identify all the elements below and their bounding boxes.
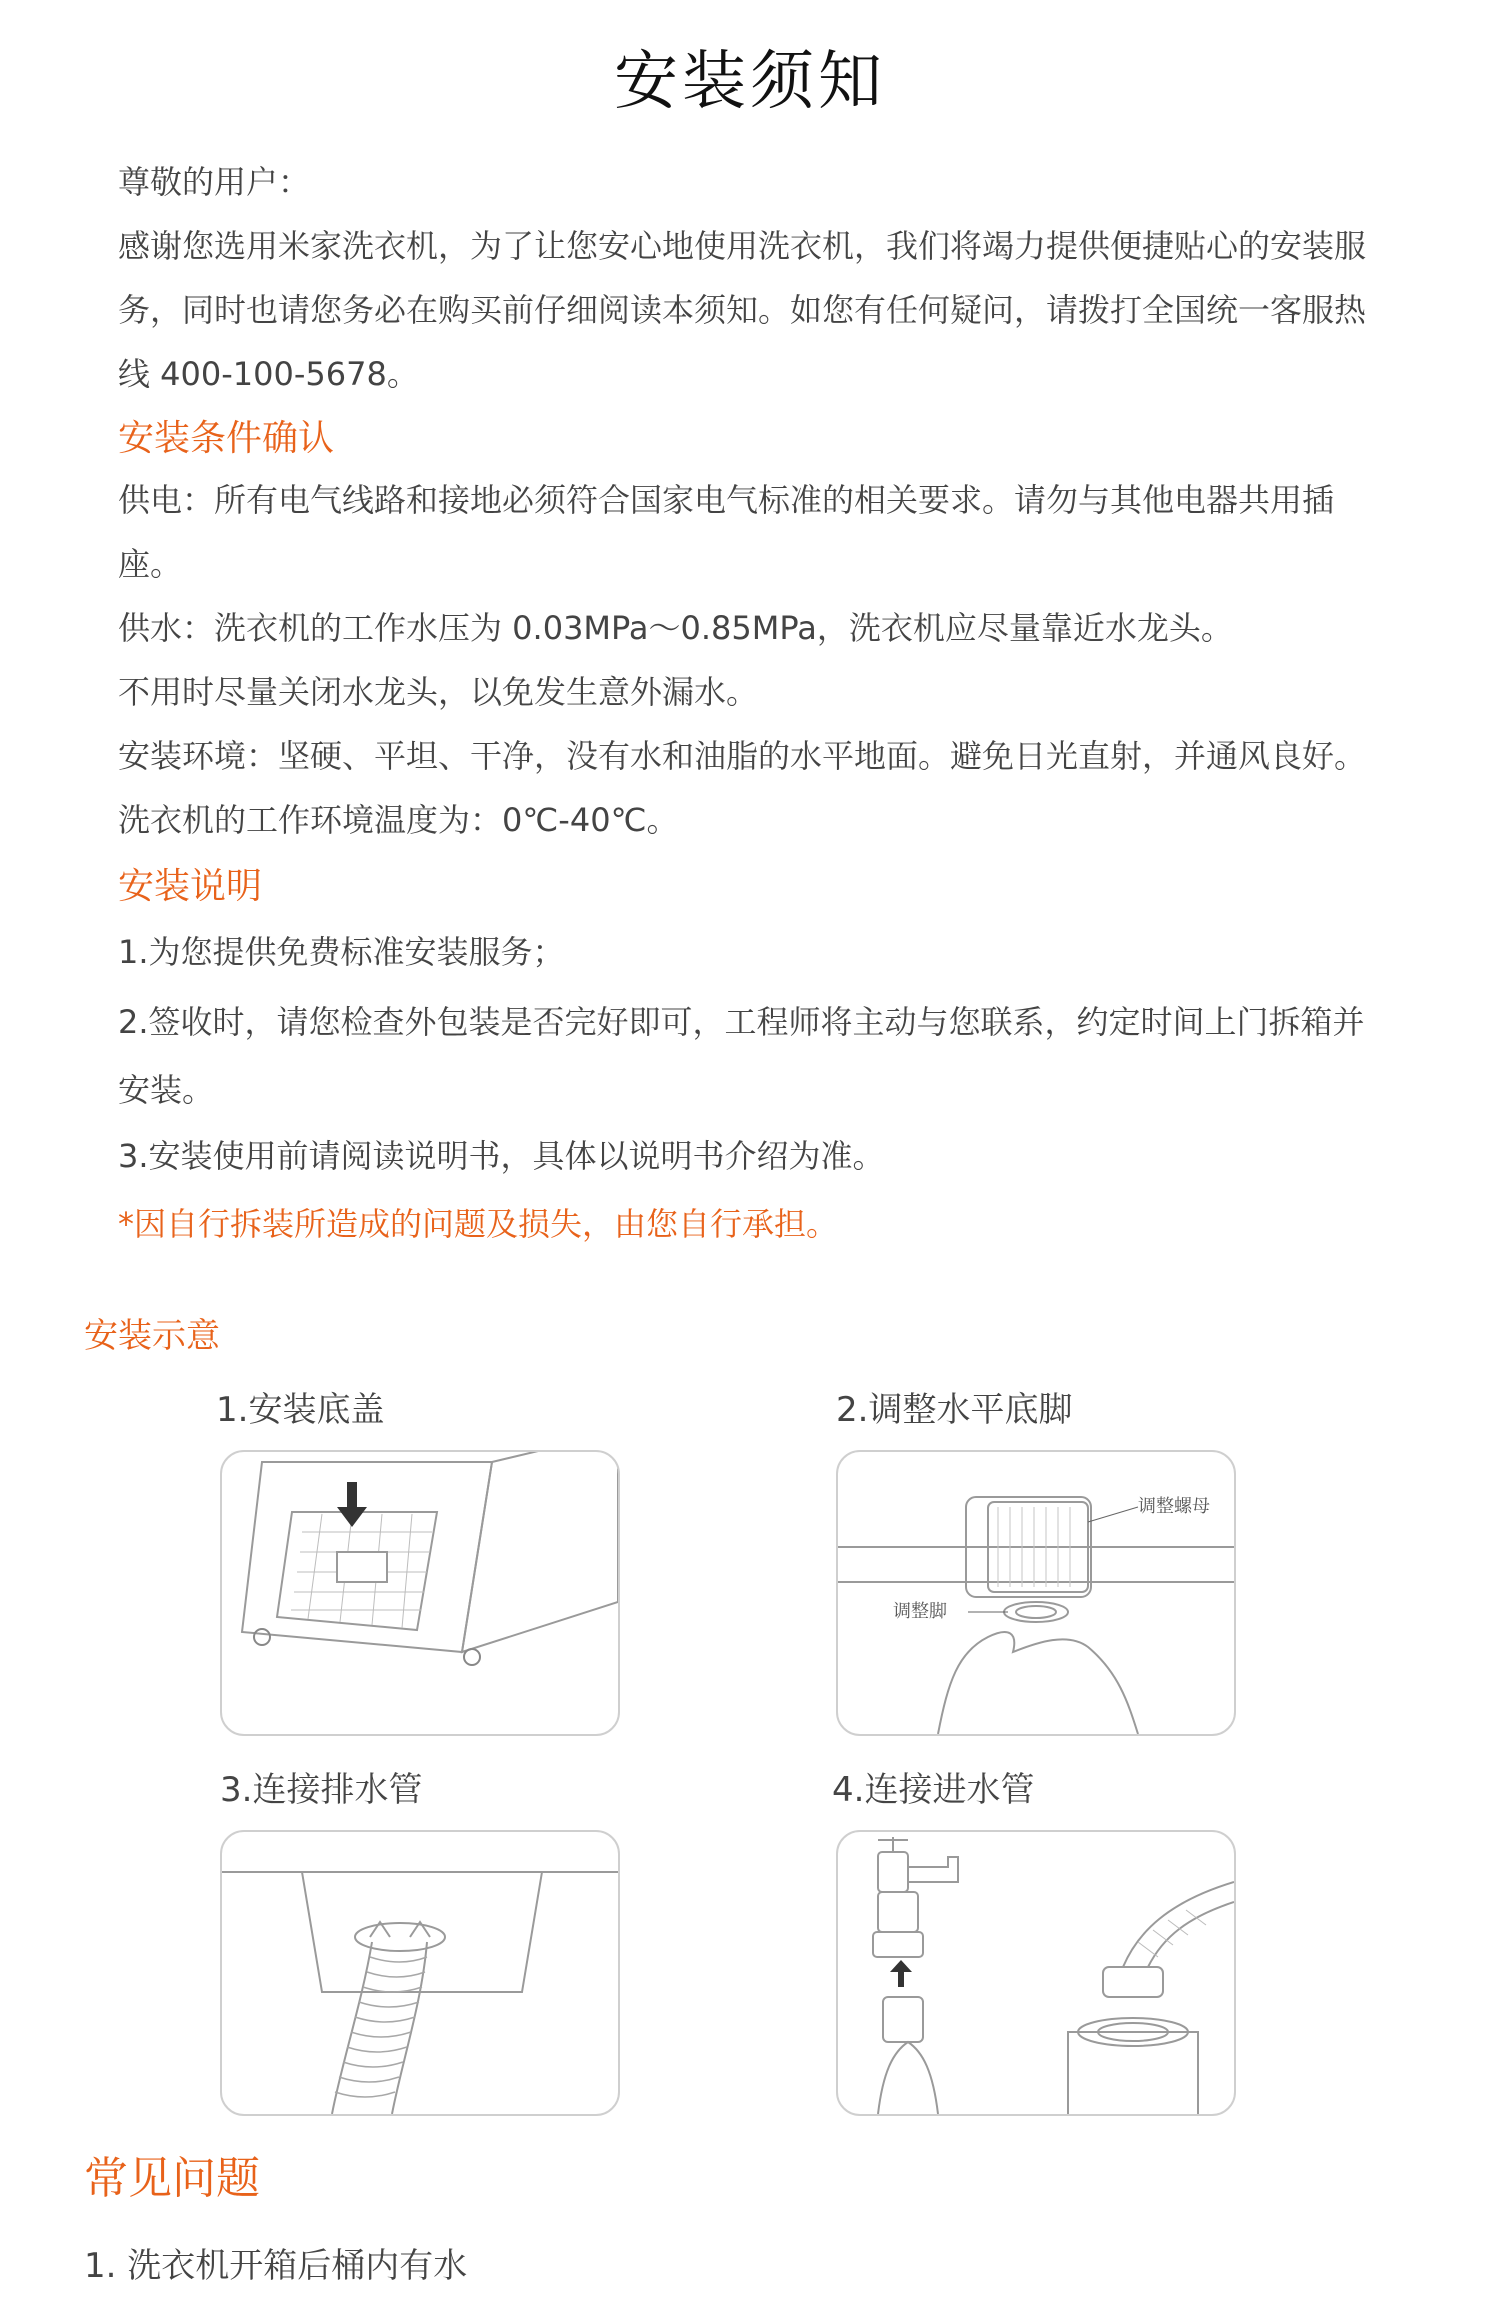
instruction-item-3: 3.安装使用前请阅读说明书，具体以说明书介绍为准。 — [118, 1137, 885, 1175]
instruction-item-1: 1.为您提供免费标准安装服务； — [118, 933, 565, 971]
faq-heading: 常见问题 — [84, 2153, 260, 2204]
water-text: 供水：洗衣机的工作水压为 0.03MPa～0.85MPa，洗衣机应尽量靠近水龙头。 — [118, 609, 1233, 647]
step-1-label: 1.安装底盖 — [216, 1390, 385, 1430]
faq-item-1[interactable]: 1. 洗衣机开箱后桶内有水 — [84, 2246, 468, 2286]
callout-foot-label: 调整脚 — [893, 1601, 947, 1622]
water-note: 不用时尽量关闭水龙头，以免发生意外漏水。 — [118, 673, 759, 711]
page-title: 安装须知 — [614, 45, 886, 119]
step-3-illustration — [220, 1830, 620, 2116]
step-2-label: 2.调整水平底脚 — [836, 1390, 1073, 1430]
step-3-label: 3.连接排水管 — [220, 1770, 423, 1810]
conditions-heading: 安装条件确认 — [118, 418, 335, 459]
instruction-item-2: 2.签收时，请您检查外包装是否完好即可，工程师将主动与您联系，约定时间上门拆箱并安装。 — [118, 1003, 1365, 1109]
greeting: 尊敬的用户： — [118, 163, 311, 201]
step-4-illustration — [836, 1830, 1236, 2116]
step-2-illustration — [836, 1450, 1236, 1736]
step-4-label: 4.连接进水管 — [832, 1770, 1035, 1810]
instructions-heading: 安装说明 — [118, 866, 263, 907]
environment-text: 安装环境：坚硬、平坦、干净，没有水和油脂的水平地面。避免日光直射，并通风良好。洗衣机的工作环境温度为：0℃-40℃。 — [118, 737, 1367, 839]
step-1-illustration — [220, 1450, 620, 1736]
callout-nut-label: 调整螺母 — [1138, 1496, 1210, 1517]
power-text: 供电：所有电气线路和接地必须符合国家电气标准的相关要求。请勿与其他电器共用插座。 — [118, 481, 1335, 583]
warning-text: *因自行拆装所造成的问题及损失，由您自行承担。 — [118, 1205, 839, 1243]
intro-text: 感谢您选用米家洗衣机，为了让您安心地使用洗衣机，我们将竭力提供便捷贴心的安装服务，同时也请您务必在购买前仔细阅读本须知。如您有任何疑问，请拨打全国统一客服热线 400-100-5678。 — [118, 227, 1367, 393]
diagram-heading: 安装示意 — [84, 1316, 220, 1356]
